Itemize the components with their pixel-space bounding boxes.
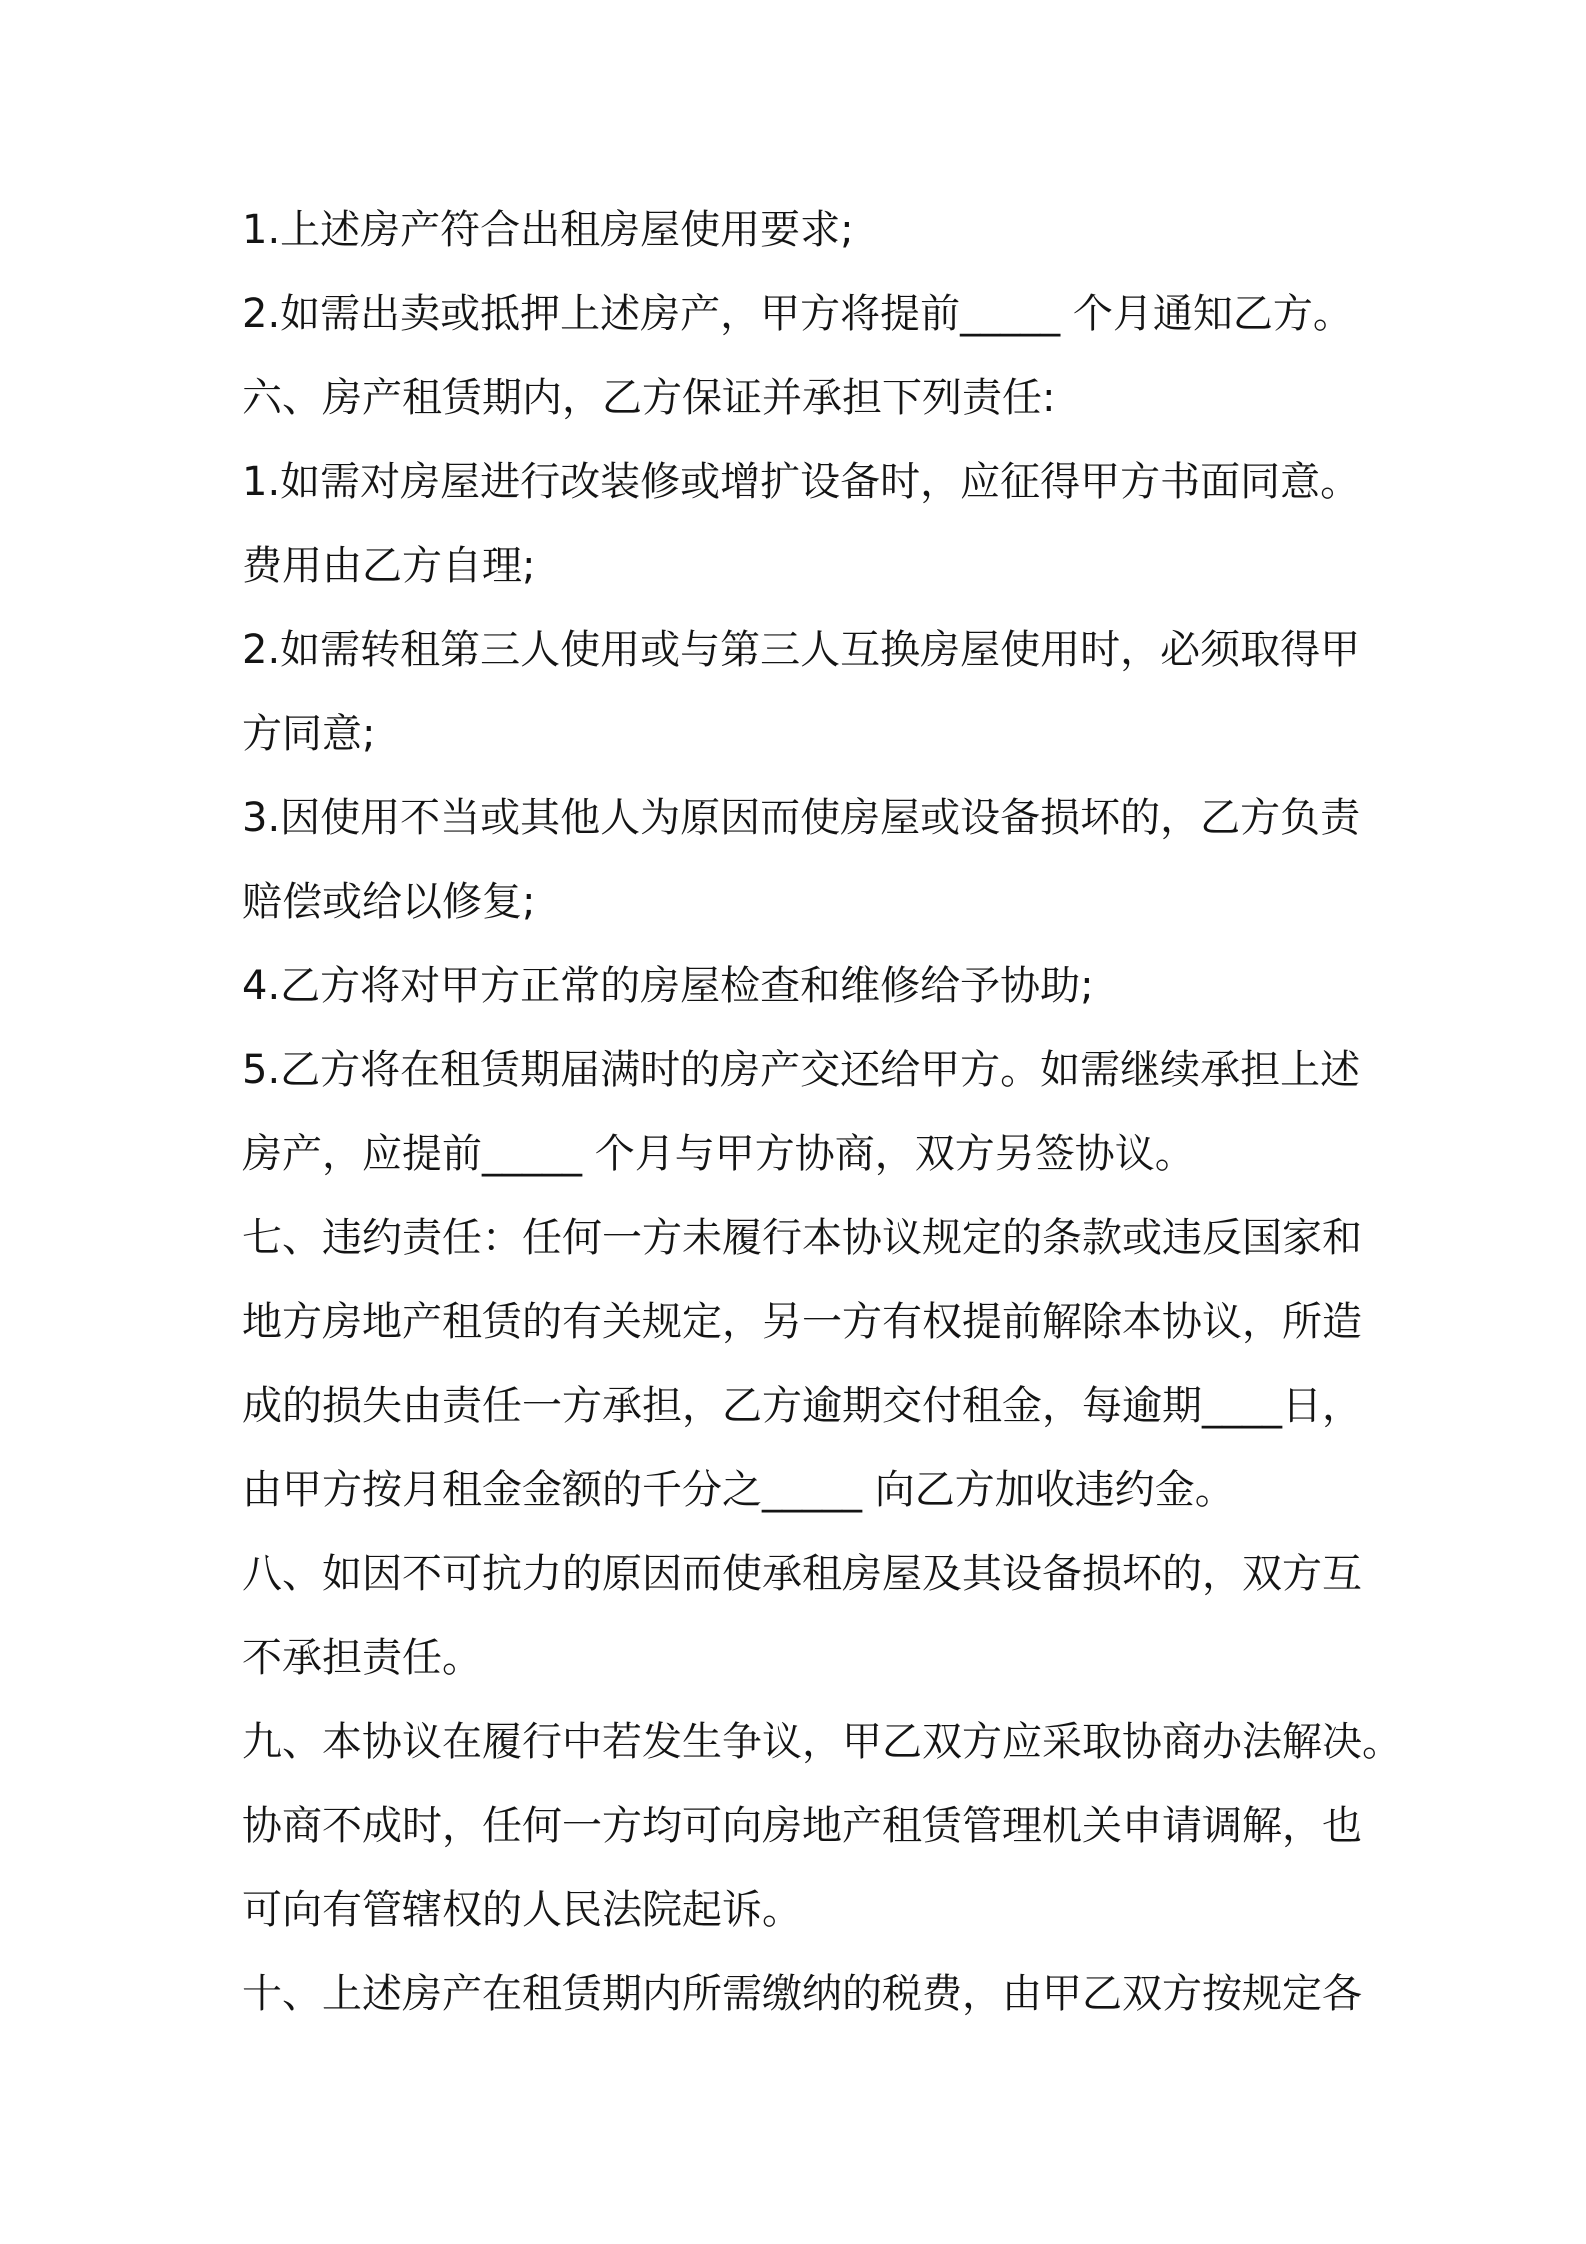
line-clause-6-1b: 费用由乙方自理; — [242, 543, 536, 589]
line-section-7d: 由甲方按月租金金额的千分之_____ 向乙方加收违约金。 — [242, 1467, 1235, 1513]
line-section-6-heading: 六、房产租赁期内，乙方保证并承担下列责任: — [242, 375, 1056, 421]
line-section-9b: 协商不成时，任何一方均可向房地产租赁管理机关申请调解，也 — [242, 1803, 1362, 1849]
line-clause-6-2b: 方同意; — [242, 711, 376, 757]
line-section-8b: 不承担责任。 — [242, 1635, 482, 1681]
line-clause-6-5a: 5.乙方将在租赁期届满时的房产交还给甲方。如需继续承担上述 — [242, 1047, 1361, 1093]
line-clause-5-2: 2.如需出卖或抵押上述房产，甲方将提前_____ 个月通知乙方。 — [242, 291, 1353, 337]
line-clause-6-2a: 2.如需转租第三人使用或与第三人互换房屋使用时，必须取得甲 — [242, 627, 1361, 673]
line-section-7a: 七、违约责任：任何一方未履行本协议规定的条款或违反国家和 — [242, 1215, 1362, 1261]
line-clause-6-3a: 3.因使用不当或其他人为原因而使房屋或设备损坏的，乙方负责 — [242, 795, 1361, 841]
line-clause-6-4: 4.乙方将对甲方正常的房屋检查和维修给予协助; — [242, 963, 1094, 1009]
line-section-10a: 十、上述房产在租赁期内所需缴纳的税费，由甲乙双方按规定各 — [242, 1971, 1362, 2017]
line-clause-6-1a: 1.如需对房屋进行改装修或增扩设备时，应征得甲方书面同意。 — [242, 459, 1361, 505]
line-section-7b: 地方房地产租赁的有关规定，另一方有权提前解除本协议，所造 — [242, 1299, 1362, 1345]
line-clause-6-3b: 赔偿或给以修复; — [242, 879, 536, 925]
line-section-9a: 九、本协议在履行中若发生争议，甲乙双方应采取协商办法解决。 — [242, 1719, 1402, 1765]
line-section-8a: 八、如因不可抗力的原因而使承租房屋及其设备损坏的，双方互 — [242, 1551, 1362, 1597]
line-clause-5-1: 1.上述房产符合出租房屋使用要求; — [242, 207, 854, 253]
contract-text — [242, 188, 1402, 2036]
line-clause-6-5b: 房产，应提前_____ 个月与甲方协商，双方另签协议。 — [242, 1131, 1195, 1177]
line-section-9c: 可向有管辖权的人民法院起诉。 — [242, 1887, 802, 1933]
line-section-7c: 成的损失由责任一方承担，乙方逾期交付租金，每逾期____日， — [242, 1383, 1362, 1429]
